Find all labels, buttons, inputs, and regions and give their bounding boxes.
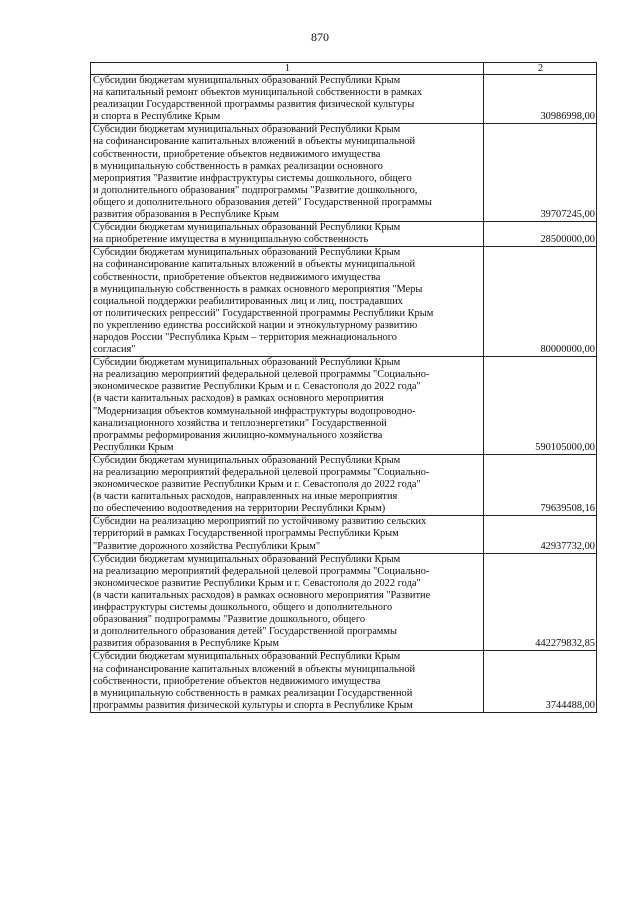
- description-line: Субсидии бюджетам муниципальных образований Республики Крым: [93, 124, 401, 136]
- subsidies-table: [90, 62, 597, 713]
- description-line: по укреплению единства российской нации и этнокультурному развитию: [93, 319, 418, 331]
- description-line: "Модернизация объектов коммунальной инфраструктуры водопроводно-: [93, 405, 416, 417]
- description-line: на реализацию мероприятий федеральной целевой программы "Социально-: [93, 565, 430, 577]
- description-line: общего и дополнительного образования детей" Государственной программы: [93, 196, 432, 208]
- description-line: по обеспечению водоотведения на территории Республики Крым): [93, 503, 386, 515]
- description-line: канализационного хозяйства и теплоэнергетики" Государственной: [93, 417, 387, 429]
- table-row: [91, 75, 597, 124]
- row-description: [91, 516, 484, 553]
- table-row: [91, 516, 597, 553]
- description-line: экономическое развитие Республики Крым и г. Севастополя до 2022 года": [93, 381, 421, 393]
- table-row: [91, 247, 597, 357]
- description-line: Республики Крым: [93, 441, 174, 453]
- description-line: на софинансирование капитальных вложений в объекты муниципальной: [93, 136, 416, 148]
- row-amount: 590105000,00: [484, 357, 597, 455]
- description-line: и дополнительного образования" подпрограммы "Развитие дошкольного,: [93, 184, 418, 196]
- description-line: Субсидии бюджетам муниципальных образований Республики Крым: [93, 75, 401, 86]
- description-line: социальной поддержки реабилитированных лиц и лиц, пострадавших: [93, 295, 403, 307]
- description-line: народов России "Республика Крым – территория межнационального: [93, 331, 397, 343]
- description-line: развития образования в Республике Крым: [93, 209, 279, 221]
- description-line: на реализацию мероприятий федеральной целевой программы "Социально-: [93, 369, 430, 381]
- table-row: [91, 454, 597, 515]
- table-row: [91, 222, 597, 247]
- row-description: [91, 124, 484, 222]
- table-row: [91, 357, 597, 455]
- description-line: Субсидии бюджетам муниципальных образований Республики Крым: [93, 454, 401, 466]
- table-row: [91, 553, 597, 651]
- description-line: мероприятия "Развитие инфраструктуры системы дошкольного, общего: [93, 172, 412, 184]
- description-line: территорий в рамках Государственной программы Республики Крым: [93, 528, 399, 540]
- row-description: [91, 75, 484, 124]
- column-header-amount: 2: [484, 63, 597, 75]
- description-line: на софинансирование капитальных вложений в объекты муниципальной: [93, 663, 416, 675]
- description-line: развития образования в Республике Крым: [93, 638, 279, 650]
- description-line: собственности, приобретение объектов недвижимого имущества: [93, 148, 381, 160]
- description-line: на реализацию мероприятий федеральной целевой программы "Социально-: [93, 467, 430, 478]
- row-description: [91, 247, 484, 357]
- table-row: [91, 651, 597, 712]
- description-line: экономическое развитие Республики Крым и г. Севастополя до 2022 года": [93, 479, 421, 491]
- row-amount: 80000000,00: [484, 247, 597, 357]
- description-line: на приобретение имущества в муниципальную собственность: [93, 234, 369, 246]
- description-line: Субсидии бюджетам муниципальных образований Республики Крым: [93, 357, 401, 369]
- table-body: [91, 75, 597, 713]
- description-line: и спорта в Республике Крым: [93, 111, 221, 123]
- description-line: "Развитие дорожного хозяйства Республики Крым": [93, 540, 321, 552]
- description-line: (в части капитальных расходов) в рамках основного мероприятия "Развитие: [93, 589, 431, 601]
- description-line: и дополнительного образования детей" Государственной программы: [93, 626, 397, 638]
- row-description: [91, 222, 484, 247]
- row-amount: 442279832,85: [484, 553, 597, 651]
- description-line: от политических репрессий" Государственной программы Республики Крым: [93, 307, 434, 319]
- description-line: Субсидии на реализацию мероприятий по устойчивому развитию сельских: [93, 516, 427, 528]
- description-line: в муниципальную собственность в рамках реализации основного: [93, 160, 383, 172]
- row-amount: 39707245,00: [484, 124, 597, 222]
- table-header-row: [91, 63, 597, 75]
- description-line: на софинансирование капитальных вложений в объекты муниципальной: [93, 259, 416, 271]
- description-line: собственности, приобретение объектов недвижимого имущества: [93, 271, 381, 283]
- description-line: (в части капитальных расходов) в рамках основного мероприятия: [93, 393, 384, 405]
- description-line: (в части капитальных расходов, направленных на иные мероприятия: [93, 491, 398, 503]
- column-header-description: 1: [91, 63, 484, 75]
- description-line: на капитальный ремонт объектов муниципальной собственности в рамках: [93, 87, 423, 99]
- row-amount: 30986998,00: [484, 75, 597, 124]
- description-line: программы развития физической культуры и спорта в Республике Крым: [93, 699, 413, 711]
- row-description: [91, 553, 484, 651]
- description-line: в муниципальную собственность в рамках основного мероприятия "Меры: [93, 283, 423, 295]
- description-line: Субсидии бюджетам муниципальных образований Республики Крым: [93, 553, 401, 565]
- description-line: инфраструктуры системы дошкольного, общего и дополнительного: [93, 602, 393, 614]
- row-description: [91, 651, 484, 712]
- row-amount: 28500000,00: [484, 222, 597, 247]
- row-description: [91, 357, 484, 455]
- description-line: экономическое развитие Республики Крым и г. Севастополя до 2022 года": [93, 577, 421, 589]
- description-line: собственности, приобретение объектов недвижимого имущества: [93, 675, 381, 687]
- description-line: в муниципальную собственность в рамках реализации Государственной: [93, 687, 413, 699]
- description-line: Субсидии бюджетам муниципальных образований Республики Крым: [93, 222, 401, 234]
- description-line: Субсидии бюджетам муниципальных образований Республики Крым: [93, 651, 401, 663]
- row-amount: 79639508,16: [484, 454, 597, 515]
- page-number: 870: [311, 30, 329, 44]
- description-line: реализации Государственной программы развития физической культуры: [93, 99, 415, 111]
- table-row: [91, 124, 597, 222]
- description-line: образования" подпрограммы "Развитие дошкольного, общего: [93, 614, 366, 626]
- description-line: согласия": [93, 344, 136, 356]
- row-description: [91, 454, 484, 515]
- description-line: Субсидии бюджетам муниципальных образований Республики Крым: [93, 247, 401, 259]
- row-amount: 42937732,00: [484, 516, 597, 553]
- row-amount: 3744488,00: [484, 651, 597, 712]
- description-line: программы реформирования жилищно-коммунального хозяйства: [93, 429, 383, 441]
